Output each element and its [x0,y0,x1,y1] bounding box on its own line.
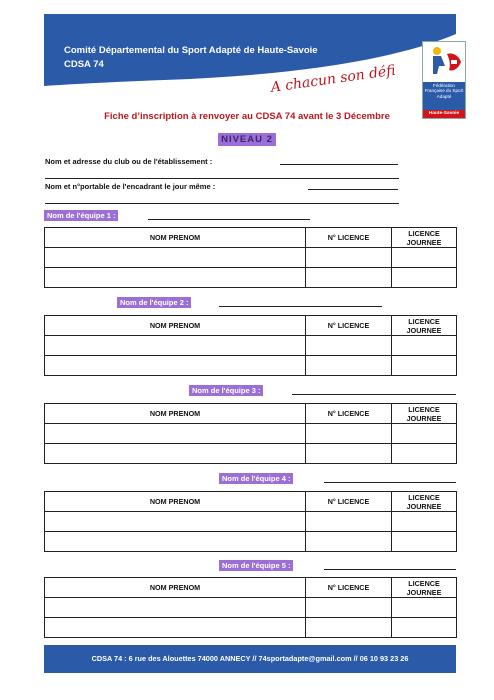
team-2-table [44,315,457,376]
day-licence-cell[interactable] [392,248,457,268]
licence-cell[interactable] [306,444,392,464]
name-cell[interactable] [45,444,306,464]
licence-cell[interactable] [306,424,392,444]
licence-cell[interactable] [306,512,392,532]
day-licence-cell[interactable] [392,512,457,532]
club-name-field[interactable] [280,164,398,165]
day-licence-cell[interactable] [392,444,457,464]
table-row [45,248,457,268]
day-licence-cell[interactable] [392,356,457,376]
ffsa-logo [422,41,466,119]
level-badge: NIVEAU 2 [218,133,276,146]
col-licence-header: N° LICENCE [306,578,392,598]
day-licence-line2: JOURNEE [406,501,442,511]
name-cell[interactable] [45,248,306,268]
col-licence-header: N° LICENCE [306,404,392,424]
col-day-licence-header [392,578,457,598]
licence-cell[interactable] [306,598,392,618]
table-header-row [45,228,457,248]
col-name-header: NOM PRENOM [45,228,306,248]
licence-cell[interactable] [306,356,392,376]
table-header-row [45,492,457,512]
licence-cell[interactable] [306,618,392,638]
col-day-licence-header [392,404,457,424]
table-row [45,356,457,376]
team-1-table [44,227,457,288]
col-licence-header: N° LICENCE [306,316,392,336]
col-name-header: NOM PRENOM [45,404,306,424]
coach-name-field[interactable] [308,189,398,190]
org-name: Comité Départemental du Sport Adapté de Haute-Savoie [64,45,318,56]
licence-cell[interactable] [306,336,392,356]
name-cell[interactable] [45,618,306,638]
licence-cell[interactable] [306,268,392,288]
col-name-header: NOM PRENOM [45,316,306,336]
col-day-licence-header [392,228,457,248]
logo-federation-text: Fédération Française du Sport Adapté [423,82,465,110]
table-row [45,336,457,356]
team-4-table [44,491,457,552]
name-cell[interactable] [45,598,306,618]
team-3-table [44,403,457,464]
form-subtitle: Fiche d’inscription à renvoyer au CDSA 74 avant le 3 Décembre [104,111,390,122]
team-1-label: Nom de l'équipe 1 : [44,210,118,221]
org-code: CDSA 74 [64,59,104,70]
day-licence-line1: LICENCE [408,578,440,588]
table-row [45,268,457,288]
footer-contact: CDSA 74 : 6 rue des Alouettes 74000 ANNECY // 74sportadapte@gmail.com // 06 10 93 23 26 [44,645,456,673]
team-5-label: Nom de l'équipe 5 : [219,560,293,571]
table-row [45,512,457,532]
name-cell[interactable] [45,532,306,552]
col-name-header: NOM PRENOM [45,578,306,598]
col-name-header: NOM PRENOM [45,492,306,512]
name-cell[interactable] [45,512,306,532]
coach-phone-field[interactable] [45,203,399,204]
team-3-label: Nom de l'équipe 3 : [189,385,263,396]
day-licence-line1: LICENCE [408,404,440,414]
team-5-table [44,577,457,638]
table-header-row [45,578,457,598]
name-cell[interactable] [45,336,306,356]
coach-label: Nom et n°portable de l'encadrant le jour même : [45,182,216,191]
team-5-name-field[interactable] [324,569,456,570]
team-2-name-field[interactable] [219,306,382,307]
logo-figure-icon [423,42,465,82]
table-row [45,444,457,464]
team-3-name-field[interactable] [292,394,456,395]
day-licence-line2: JOURNEE [406,237,442,247]
table-row [45,598,457,618]
team-4-name-field[interactable] [324,482,456,483]
slogan: A chacun son défi [269,62,397,96]
licence-cell[interactable] [306,532,392,552]
day-licence-line2: JOURNEE [406,587,442,597]
org-title [64,44,318,72]
team-2-label: Nom de l'équipe 2 : [117,297,191,308]
col-licence-header: N° LICENCE [306,492,392,512]
col-day-licence-header [392,492,457,512]
day-licence-cell[interactable] [392,268,457,288]
day-licence-cell[interactable] [392,424,457,444]
header-banner [44,14,464,116]
name-cell[interactable] [45,356,306,376]
table-header-row [45,316,457,336]
day-licence-line1: LICENCE [408,316,440,326]
day-licence-cell[interactable] [392,598,457,618]
table-header-row [45,404,457,424]
day-licence-cell[interactable] [392,618,457,638]
table-row [45,532,457,552]
day-licence-line2: JOURNEE [406,325,442,335]
logo-region-text: Haute-Savoie [423,110,465,118]
club-label: Nom et adresse du club ou de l'établissement : [45,157,213,166]
day-licence-line1: LICENCE [408,228,440,238]
day-licence-cell[interactable] [392,532,457,552]
day-licence-line1: LICENCE [408,492,440,502]
day-licence-cell[interactable] [392,336,457,356]
team-1-name-field[interactable] [148,219,310,220]
licence-cell[interactable] [306,248,392,268]
col-day-licence-header [392,316,457,336]
name-cell[interactable] [45,268,306,288]
team-4-label: Nom de l'équipe 4 : [219,473,293,484]
club-address-field[interactable] [45,178,399,179]
name-cell[interactable] [45,424,306,444]
table-row [45,424,457,444]
table-row [45,618,457,638]
day-licence-line2: JOURNEE [406,413,442,423]
col-licence-header: N° LICENCE [306,228,392,248]
